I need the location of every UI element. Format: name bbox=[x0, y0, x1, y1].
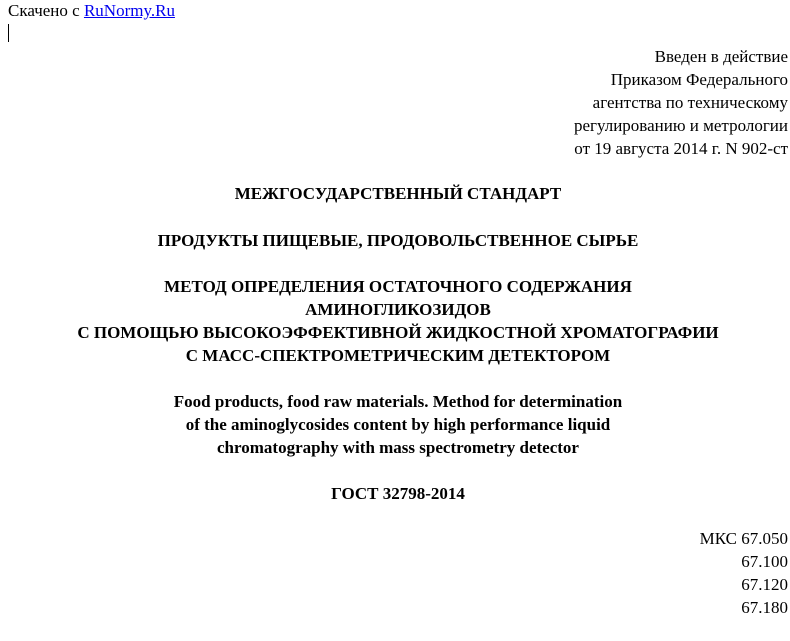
title-primary-text: ПРОДУКТЫ ПИЩЕВЫЕ, ПРОДОВОЛЬСТВЕННОЕ СЫРЬЕ bbox=[157, 231, 639, 250]
title-english-line: of the aminoglycosides content by high performance liquid bbox=[185, 415, 611, 434]
classification-codes bbox=[700, 527, 788, 619]
title-method-line: МЕТОД ОПРЕДЕЛЕНИЯ ОСТАТОЧНОГО СОДЕРЖАНИЯ bbox=[164, 277, 632, 296]
document-title-primary bbox=[0, 229, 790, 252]
gost-number-heading bbox=[0, 482, 790, 505]
standard-type-text: МЕЖГОСУДАРСТВЕННЫЙ СТАНДАРТ bbox=[234, 184, 562, 203]
document-title-english bbox=[0, 390, 790, 459]
enactment-line: Введен в действие bbox=[654, 47, 788, 66]
title-english-line: Food products, food raw materials. Method for determination bbox=[173, 392, 623, 411]
document-title-method bbox=[0, 275, 790, 367]
source-line bbox=[8, 0, 175, 22]
source-link[interactable]: RuNormy.Ru bbox=[83, 1, 175, 20]
enactment-line: регулированию и метрологии bbox=[573, 116, 788, 135]
text-cursor bbox=[8, 24, 9, 42]
standard-type-heading bbox=[0, 182, 790, 205]
gost-number-text: ГОСТ 32798-2014 bbox=[331, 484, 465, 503]
classification-code: 67.120 bbox=[741, 575, 788, 594]
classification-code: МКС 67.050 bbox=[699, 529, 788, 548]
enactment-line: Приказом Федерального bbox=[610, 70, 788, 89]
classification-code: 67.180 bbox=[741, 598, 788, 617]
title-english-line: chromatography with mass spectrometry detector bbox=[217, 438, 579, 457]
source-prefix: Скачено с bbox=[8, 1, 84, 20]
title-method-line: АМИНОГЛИКОЗИДОВ bbox=[305, 300, 491, 319]
enactment-line: агентства по техническому bbox=[592, 93, 788, 112]
classification-code: 67.100 bbox=[741, 552, 788, 571]
enactment-note bbox=[574, 45, 788, 160]
title-method-line: С ПОМОЩЬЮ ВЫСОКОЭФФЕКТИВНОЙ ЖИДКОСТНОЙ ХРОМАТОГРАФИИ bbox=[77, 323, 719, 342]
enactment-line: от 19 августа 2014 г. N 902-ст bbox=[574, 139, 788, 158]
title-method-line: С МАСС-СПЕКТРОМЕТРИЧЕСКИМ ДЕТЕКТОРОМ bbox=[185, 346, 611, 365]
